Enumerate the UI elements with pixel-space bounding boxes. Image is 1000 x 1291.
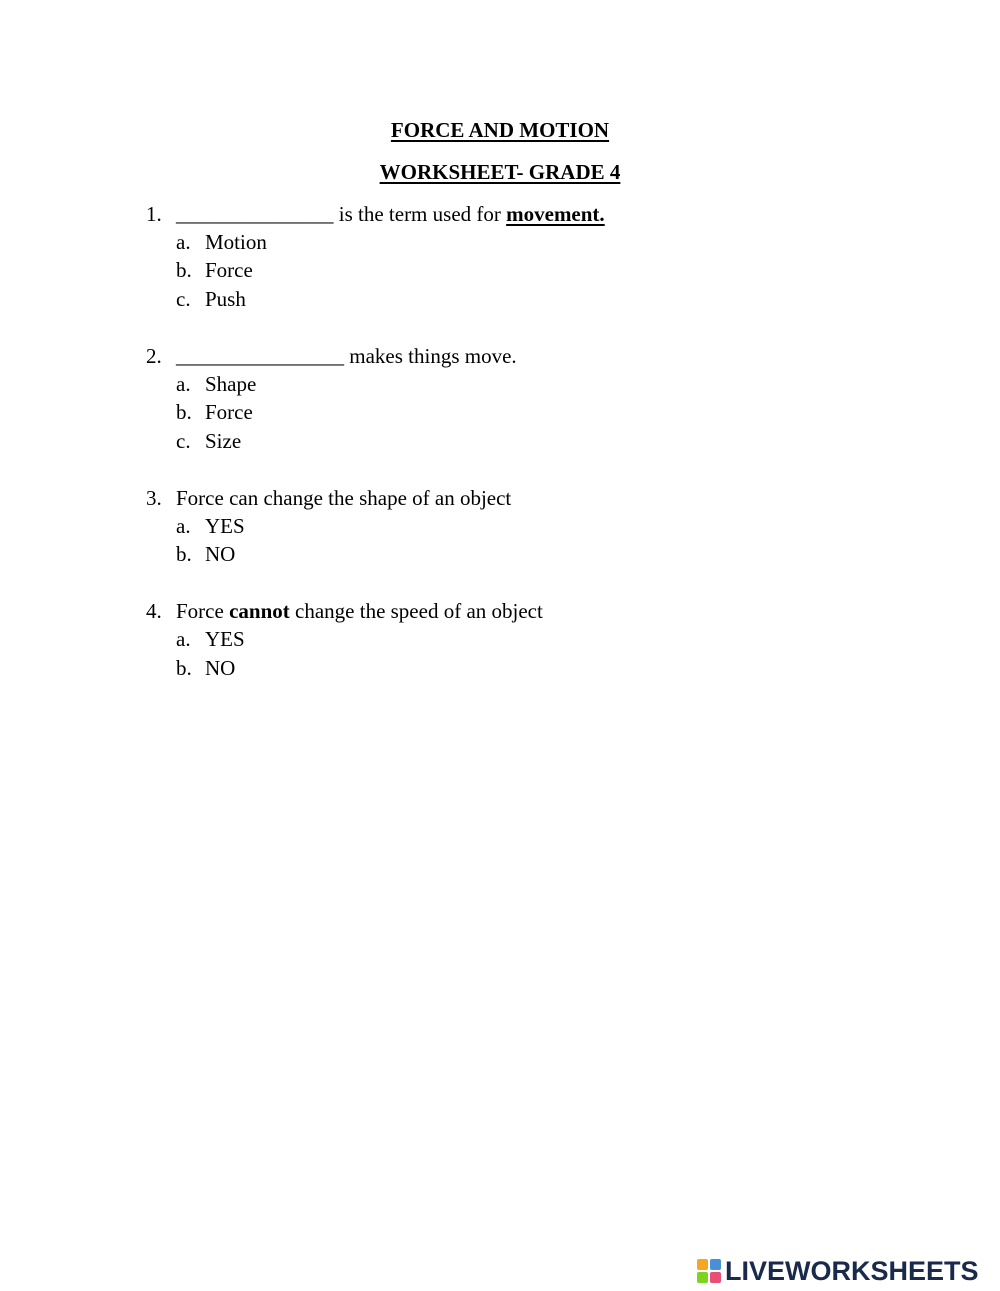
logo-square bbox=[710, 1259, 721, 1270]
question-number: 3. bbox=[146, 486, 162, 510]
answer-blank: ________________ bbox=[176, 344, 344, 368]
question-number: 1. bbox=[146, 202, 162, 226]
question-text: Force cannot change the speed of an object bbox=[176, 599, 543, 623]
question-text: Force can change the shape of an object bbox=[176, 486, 512, 510]
question-text: ________________ makes things move. bbox=[176, 344, 517, 368]
logo-square bbox=[697, 1272, 708, 1283]
question-number: 2. bbox=[146, 344, 162, 368]
liveworksheets-logo-icon bbox=[697, 1259, 721, 1283]
logo-square bbox=[710, 1272, 721, 1283]
worksheet-title: FORCE AND MOTION bbox=[390, 118, 610, 142]
answer-blank: _______________ bbox=[176, 202, 334, 226]
worksheet-subtitle: WORKSHEET- GRADE 4 bbox=[379, 160, 621, 184]
liveworksheets-brand bbox=[697, 1257, 979, 1285]
brand-name: LIVEWORKSHEETS bbox=[725, 1255, 979, 1286]
question-text: _______________ is the term used for movement. bbox=[176, 202, 605, 226]
emphasized-word: movement. bbox=[506, 202, 605, 226]
question-number: 4. bbox=[146, 599, 162, 623]
logo-square bbox=[697, 1259, 708, 1270]
worksheet-page: FORCE AND MOTION WORKSHEET- GRADE 4 1. _______________ is the term used for movement. a. Motion b. Force c. Push 2. ________________ makes things move. a. Shape b. Force c. Size 3. Force can change the shape of an object a. YES b. NO 4. Force cannot change the speed of an object a. YES b. NO LIVEWORKSHEETS bbox=[0, 0, 1000, 1291]
emphasized-word: cannot bbox=[229, 599, 290, 623]
